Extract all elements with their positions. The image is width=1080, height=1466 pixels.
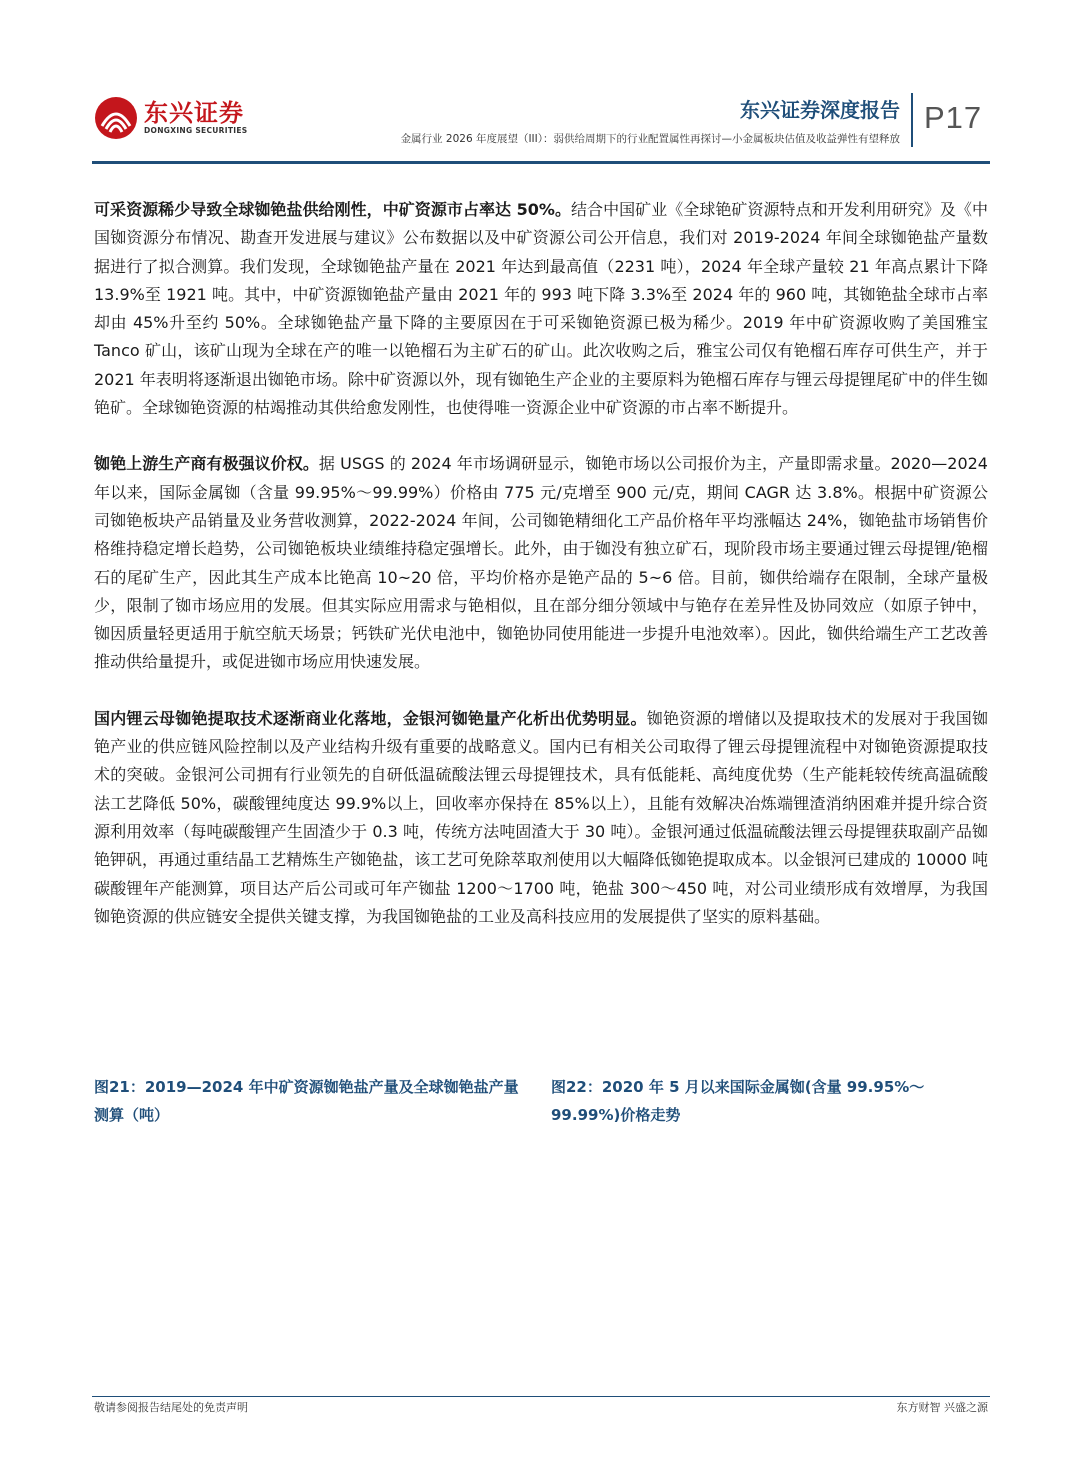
logo-en-text: DONGXING SECURITIES [144,126,248,135]
paragraph-supply-rigidity [94,196,988,422]
company-logo [94,96,247,140]
paragraph-lead: 铷铯上游生产商有极强议价权。 [94,454,319,474]
footer-rule [92,1396,990,1397]
paragraph-lead: 国内锂云母铷铯提取技术逐渐商业化落地，金银河铷铯量产化析出优势明显。 [94,708,647,728]
disclaimer-note: 敬请参阅报告结尾处的免责声明 [94,1401,248,1414]
logo-cn-text: 东兴证券 [144,99,244,127]
logo-mark-icon [94,96,138,140]
paragraph-pricing-power [94,450,988,676]
paragraph-lead: 可采资源稀少导致全球铷铯盐供给刚性，中矿资源市占率达 50%。 [94,200,572,219]
figure-21-caption: 图21：2019—2024 年中矿资源铷铯盐产量及全球铷铯盐产量测算（吨） [94,1078,519,1124]
report-subtitle: 金属行业 2026 年度展望（III）：弱供给周期下的行业配置属性再探讨—小金属板块估值及收益弹性有望释放 [400,133,900,145]
report-series-title: 东兴证券深度报告 [740,98,900,122]
figure-22-caption: 图22：2020 年 5 月以来国际金属铷(含量 99.95%～99.99%)价格走势 [551,1078,925,1124]
paragraph-text: 据 USGS 的 2024 年市场调研显示，铷铯市场以公司报价为主，产量即需求量。2020—2024 年以来，国际金属铷（含量 99.95%～99.99%）价格由 775 元/克增至 900 元/克，期间 CAGR 达 3.8%。根据中矿资源公司铷铯板块产品销量及业务营收测算，2022-2024 年间，公司铷铯精细化工产品价格年平均涨幅达 24%，铷铯盐市场销售价格维持稳定增长趋势，公司铷铯板块业绩维持稳定强增长。此外，由于铷没有独立矿石，现阶段市场主要通过锂云母提锂/铯榴石的尾矿生产，因此其生产成本比铯高 10~20 倍，平均价格亦是铯产品的 5~6 倍。目前，铷供给端存在限制，全球产量极少，限制了铷市场应用的发展。但其实际应用需求与铯相似，且在部分细分领域中与铯存在差异性及协同效应（如原子钟中，铷因质量轻更适用于航空航天场景；钙铁矿光伏电池中，铷铯协同使用能进一步提升电池效率）。因此，铷供给端生产工艺改善推动供给量提升，或促进铷市场应用快速发展。 [94,454,988,672]
header-rule [92,161,990,164]
footer-slogan: 东方财智 兴盛之源 [896,1401,988,1414]
report-body [94,196,988,959]
paragraph-text: 铷铯资源的增储以及提取技术的发展对于我国铷铯产业的供应链风险控制以及产业结构升级有重要的战略意义。国内已有相关公司取得了锂云母提锂流程中对铷铯资源提取技术的突破。金银河公司拥有行业领先的自研低温硫酸法锂云母提锂技术，具有低能耗、高纯度优势（生产能耗较传统高温硫酸法工艺降低 50%，碳酸锂纯度达 99.9%以上，回收率亦保持在 85%以上），且能有效解决冶炼端锂渣消纳困难并提升综合资源利用效率（每吨碳酸锂产生固渣少于 0.3 吨，传统方法吨固渣大于 30 吨）。金银河通过低温硫酸法锂云母提锂获取副产品铷铯钾矾，再通过重结晶工艺精炼生产铷铯盐，该工艺可免除萃取剂使用以大幅降低铷铯提取成本。以金银河已建成的 10000 吨碳酸锂年产能测算，项目达产后公司或可年产铷盐 1200～1700 吨，铯盐 300～450 吨，对公司业绩形成有效增厚，为我国铷铯资源的供应链安全提供关键支撑，为我国铷铯盐的工业及高科技应用的发展提供了坚实的原料基础。 [94,708,988,926]
page-number: P17 [924,100,983,135]
paragraph-text: 结合中国矿业《全球铯矿资源特点和开发利用研究》及《中国铷资源分布情况、勘查开发进展与建议》公布数据以及中矿资源公司公开信息，我们对 2019-2024 年间全球铷铯盐产量数据进行了拟合测算。我们发现，全球铷铯盐产量在 2021 年达到最高值（2231 吨），2024 年全球产量较 21 年高点累计下降 13.9%至 1921 吨。其中，中矿资源铷铯盐产量由 2021 年的 993 吨下降 3.3%至 2024 年的 960 吨，其铷铯盐全球市占率却由 45%升至约 50%。全球铷铯盐产量下降的主要原因在于可采铷铯资源已极为稀少。2019 年中矿资源收购了美国雅宝 Tanco 矿山，该矿山现为全球在产的唯一以铯榴石为主矿石的矿山。此次收购之后，雅宝公司仅有铯榴石库存可供生产，并于 2021 年表明将逐渐退出铷铯市场。除中矿资源以外，现有铷铯生产企业的主要原料为铯榴石库存与锂云母提锂尾矿中的伴生铷铯矿。全球铷铯资源的枯竭推动其供给愈发刚性，也使得唯一资源企业中矿资源的市占率不断提升。 [94,200,988,418]
header-divider [911,93,913,147]
paragraph-extraction-tech [94,705,988,931]
